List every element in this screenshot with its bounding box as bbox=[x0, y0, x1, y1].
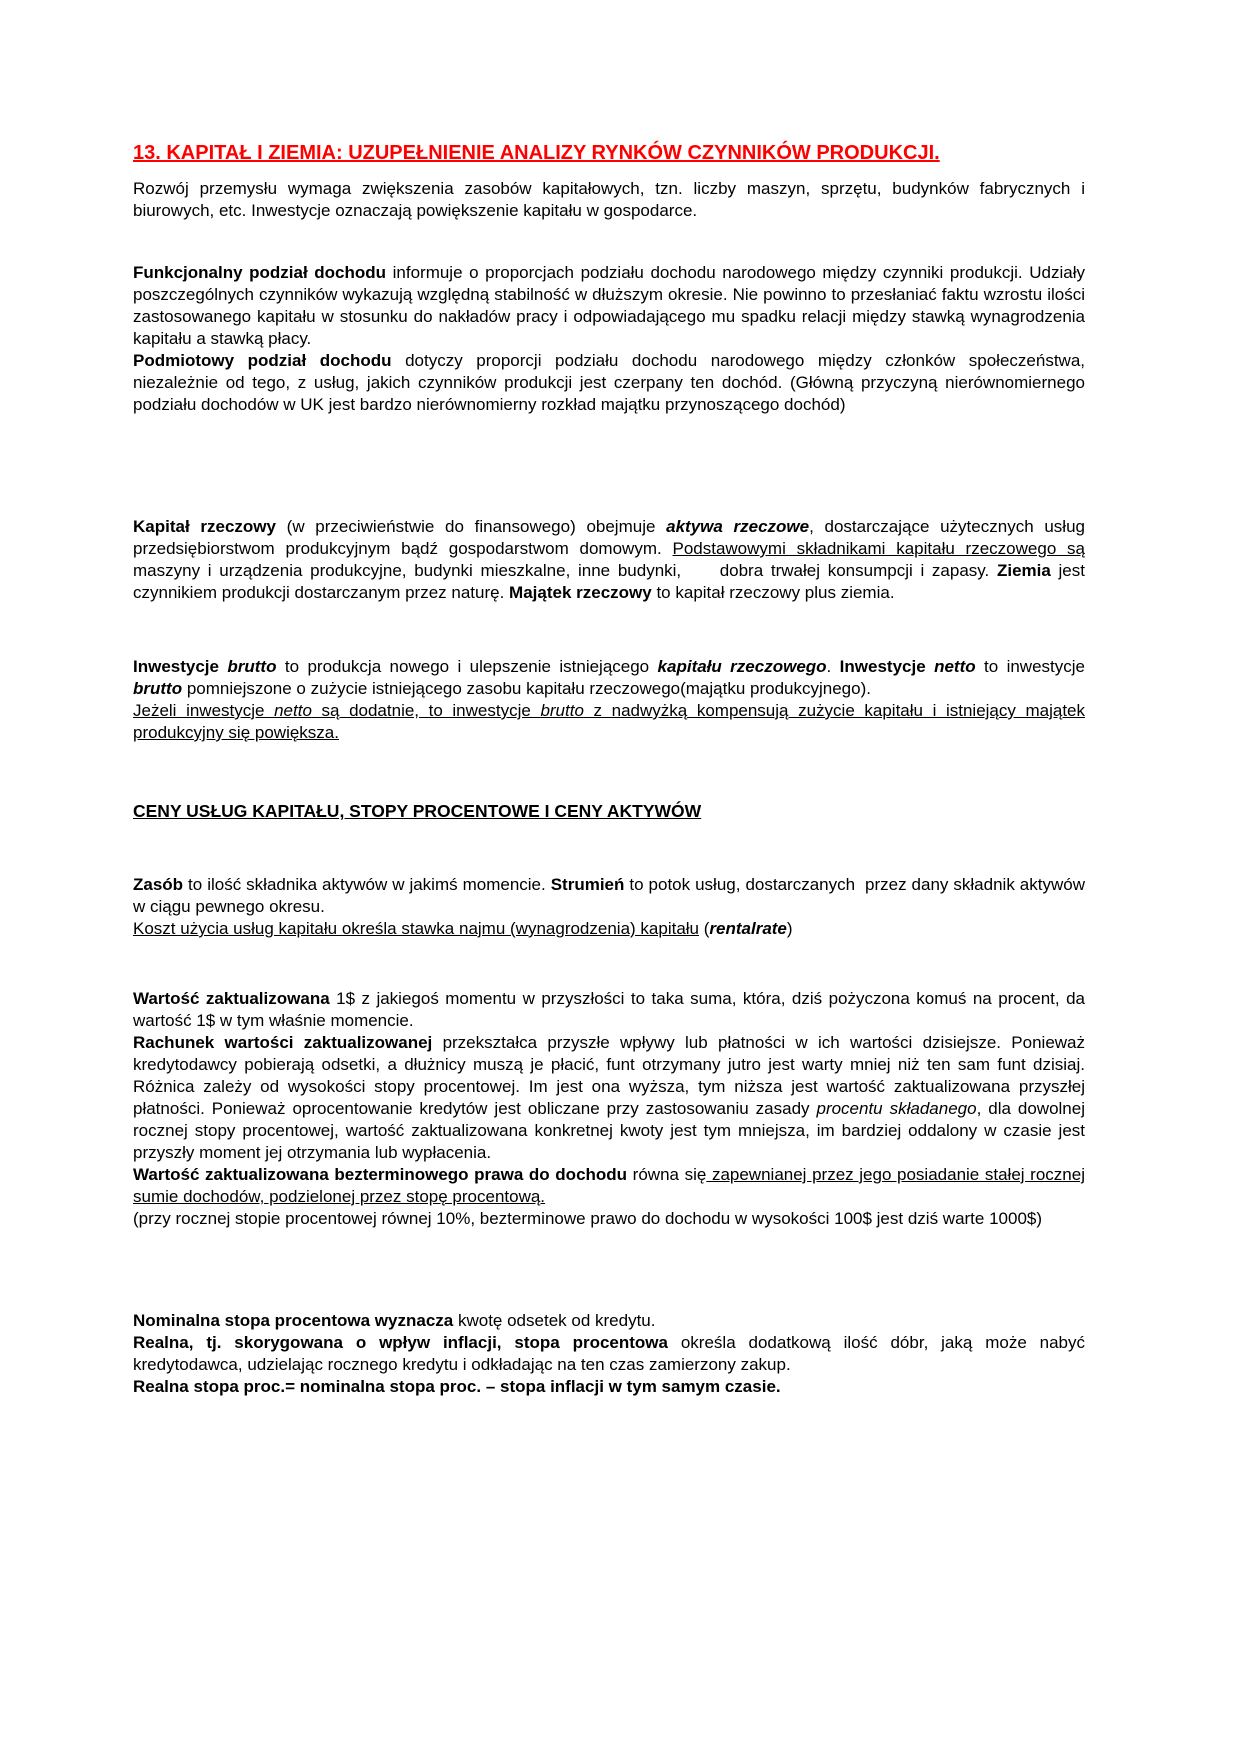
text-run: , dostarczające użytecznych usług przedsiębiorstwom produkcyjnym bądź gospodarstwom domowym. bbox=[133, 517, 1085, 558]
text-run: (w przeciwieństwie do finansowego) obejmuje bbox=[286, 517, 667, 536]
text-run: Inwestycje bbox=[133, 657, 228, 676]
text-run: dotyczy proporcji podziału dochodu narodowego między członków społeczeństwa, niezależnie od tego, z usług, jakich czynników produkcji jest czerpany ten dochód. (Główną przyczyną nierównomiernego podziału dochodów w UK jest bardzo nierównomierny rozkład majątku przynoszącego dochód) bbox=[133, 351, 1085, 414]
text-run: Majątek rzeczowy bbox=[509, 583, 652, 602]
paragraph-interest-rates bbox=[133, 1310, 1085, 1398]
text-run: maszyny i urządzenia produkcyjne, budynki mieszkalne, inne budynki, dobra trwałej konsumpcji i zapasy. bbox=[133, 561, 997, 580]
text-run: ) bbox=[786, 919, 793, 938]
text-run: Funkcjonalny podział dochodu bbox=[133, 263, 393, 282]
text-run: procentu składanego bbox=[816, 1099, 977, 1118]
text-run: brutto bbox=[133, 679, 183, 698]
text-run: informuje o proporcjach podziału dochodu narodowego między czynniki produkcji. Udziały poszczególnych czynników wykazują względną stabilność w dłuższym okresie. Nie powinno to przesłaniać faktu wzrostu ilości zastosowanego kapitału w stosunku do nakładów pracy i odpowiadającego mu spadku relacji między stawką wynagrodzenia kapitału a stawką płacy. bbox=[133, 263, 1085, 348]
text-run: z nadwyżką kompensują zużycie kapitału i istniejący majątek produkcyjny się powiększa. bbox=[133, 701, 1086, 742]
paragraph-physical-capital bbox=[133, 516, 1085, 604]
text-run: Rozwój przemysłu wymaga zwiększenia zasobów kapitałowych, tzn. liczby maszyn, sprzętu, budynków fabrycznych i biurowych, etc. Inwestycje oznaczają powiększenie kapitału w gospodarce. bbox=[133, 179, 1085, 220]
text-run: Zasób bbox=[133, 875, 184, 894]
text-run: 1$ z jakiegoś momentu w przyszłości to taka suma, która, dziś pożyczona komuś na procent, da wartość 1$ w tym właśnie momencie. bbox=[133, 989, 1085, 1030]
text-run: określa dodatkową ilość dóbr, jaką może nabyć kredytodawca, udzielając rocznego kredytu i odkładając na ten czas zamierzony zakup. bbox=[133, 1333, 1085, 1374]
text-run: Rachunek wartości zaktualizowanej bbox=[133, 1033, 433, 1052]
text-run: netto bbox=[934, 657, 976, 676]
paragraph-industry-growth bbox=[133, 178, 1085, 222]
text-run: ( bbox=[699, 919, 710, 938]
text-run: Strumień bbox=[550, 875, 625, 894]
text-run: 13. KAPITAŁ I ZIEMIA: UZUPEŁNIENIE ANALIZY RYNKÓW CZYNNIKÓW PRODUKCJI. bbox=[133, 142, 940, 164]
paragraph-present-value bbox=[133, 988, 1085, 1230]
text-run: Jeżeli inwestycje bbox=[133, 701, 275, 720]
text-run: Ziemia bbox=[996, 561, 1051, 580]
section-heading-capital-prices bbox=[133, 800, 1085, 822]
text-run: równa się bbox=[627, 1165, 707, 1184]
text-run: , dla dowolnej rocznej stopy procentowej, wartość zaktualizowana konkretnej kwoty jest tym mniejsza, im bardziej oddalony w czasie jest przyszły moment jej otrzymania lub wypłacenia. bbox=[133, 1099, 1085, 1162]
text-run: Kapitał rzeczowy bbox=[133, 517, 287, 536]
text-run: brutto bbox=[227, 657, 277, 676]
text-run: CENY USŁUG KAPITAŁU, STOPY PROCENTOWE I CENY AKTYWÓW bbox=[133, 801, 702, 821]
text-run: Wartość zaktualizowana bezterminowego prawa do dochodu bbox=[133, 1165, 628, 1184]
paragraph-investments bbox=[133, 656, 1085, 744]
text-run: . bbox=[826, 657, 840, 676]
text-run: to inwestycje bbox=[975, 657, 1085, 676]
document-title bbox=[133, 138, 1085, 168]
text-run: kapitału rzeczowego bbox=[657, 657, 827, 676]
text-run: Podmiotowy podział dochodu bbox=[133, 351, 406, 370]
text-run: jest czynnikiem produkcji dostarczanym przez naturę. bbox=[133, 561, 1085, 602]
text-run: Nominalna stopa procentowa wyznacza bbox=[133, 1311, 454, 1330]
text-run: to potok usług, dostarczanych przez dany składnik aktywów w ciągu pewnego okresu. bbox=[133, 875, 1085, 916]
text-run: to produkcja nowego i ulepszenie istniejącego bbox=[276, 657, 658, 676]
text-run: są dodatnie, to inwestycje bbox=[311, 701, 541, 720]
text-run: kwotę odsetek od kredytu. bbox=[453, 1311, 656, 1330]
text-run: aktywa rzeczowe bbox=[666, 517, 810, 536]
text-run: Realna stopa proc.= nominalna stopa proc. – stopa inflacji w tym samym czasie. bbox=[133, 1377, 781, 1396]
paragraph-income-division bbox=[133, 262, 1085, 416]
paragraph-stock-flow bbox=[133, 874, 1085, 940]
text-run: zapewnianej przez jego posiadanie stałej rocznej sumie dochodów, podzielonej przez stopę procentową. bbox=[133, 1165, 1085, 1206]
text-run: pomniejszone o zużycie istniejącego zasobu kapitału rzeczowego(majątku produkcyjnego). bbox=[182, 679, 871, 698]
text-run: (przy rocznej stopie procentowej równej 10%, bezterminowe prawo do dochodu w wysokości 100$ jest dziś warte 1000$) bbox=[133, 1209, 1043, 1228]
text-run: Inwestycje bbox=[839, 657, 935, 676]
text-run: brutto bbox=[540, 701, 584, 720]
text-run: to ilość składnika aktywów w jakimś momencie. bbox=[183, 875, 551, 894]
text-run: Podstawowymi składnikami kapitału rzeczowego są bbox=[672, 539, 1085, 558]
text-run: rentalrate bbox=[709, 919, 787, 938]
text-run: Wartość zaktualizowana bbox=[133, 989, 330, 1008]
text-run: Koszt użycia usług kapitału określa stawka najmu (wynagrodzenia) kapitału bbox=[133, 919, 700, 938]
text-run: przekształca przyszłe wpływy lub płatności w ich wartości dzisiejsze. Ponieważ kredytodawcy pobierają odsetki, a dłużnicy muszą je płacić, funt otrzymany jutro jest warty mniej niż ten sam funt dzisiaj. Różnica zależy od wysokości stopy procentowej. Im jest ona wyższa, tym niższa jest wartość zaktualizowana przyszłej płatności. Ponieważ oprocentowanie kredytów jest obliczane przy zastosowaniu zasady bbox=[133, 1033, 1086, 1118]
text-run: netto bbox=[274, 701, 312, 720]
text-run: Realna, tj. skorygowana o wpływ inflacji, stopa procentowa bbox=[133, 1333, 668, 1352]
text-run: to kapitał rzeczowy plus ziemia. bbox=[651, 583, 895, 602]
